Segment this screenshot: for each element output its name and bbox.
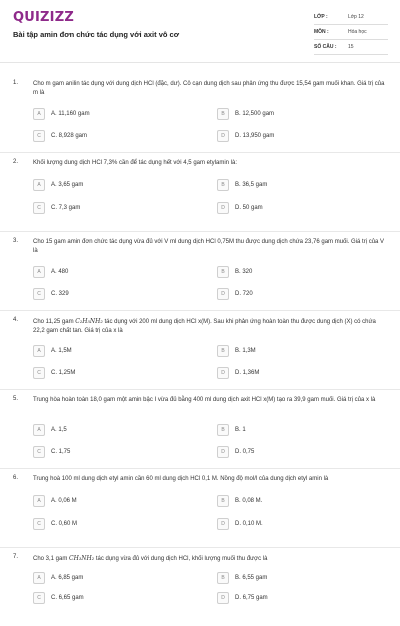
option-text: C. 0,60 M — [51, 520, 78, 527]
meta-key: SỐ CÂU : — [314, 44, 337, 50]
option-a[interactable] — [33, 422, 67, 437]
question-text: Trung hòa hoàn toàn 18,0 gam một amin bậc I vừa đủ bằng 400 ml dung dịch axit HCl x(M) tạo ra 39,9 gam muối. Giá trị của x là — [33, 397, 376, 403]
question-text — [33, 317, 388, 336]
option-text: A. 1,5 — [51, 426, 67, 433]
option-text: D. 0,75 — [235, 448, 255, 455]
option-a[interactable] — [33, 343, 72, 358]
option-a[interactable] — [33, 493, 77, 508]
question-item — [0, 469, 400, 548]
option-letter-box: C — [33, 518, 45, 530]
question-text-post: tác dụng vừa đủ với dung dịch HCl, khối lượng muối thu được là — [94, 556, 268, 562]
option-letter-box: A — [33, 108, 45, 120]
option-a[interactable] — [33, 106, 90, 121]
option-a[interactable] — [33, 570, 83, 585]
question-number: 2. — [13, 159, 19, 165]
worksheet-title: Bài tập amin đơn chức tác dụng với axit vô cơ — [13, 30, 180, 39]
question-number: 7. — [13, 554, 19, 560]
option-letter-box: D — [217, 518, 229, 530]
option-text: B. 1 — [235, 426, 246, 433]
option-letter-box: A — [33, 266, 45, 278]
question-number: 5. — [13, 396, 19, 402]
option-d[interactable] — [217, 444, 254, 459]
option-text: C. 1,25M — [51, 369, 76, 376]
option-letter-box: C — [33, 592, 45, 604]
option-letter-box: C — [33, 202, 45, 214]
meta-value: Lớp 12 — [348, 14, 364, 20]
question-text: Trung hoà 100 ml dung dịch etyl amin cần 60 ml dung dịch HCl 0,1 M. Nồng độ mol/l của dung dịch etyl amin là — [33, 476, 329, 482]
option-text: B. 0,08 M. — [235, 497, 263, 504]
option-a[interactable] — [33, 177, 83, 192]
question-number: 1. — [13, 80, 19, 86]
option-d[interactable] — [217, 590, 268, 605]
question-item — [0, 232, 400, 311]
option-c[interactable] — [33, 444, 70, 459]
option-b[interactable] — [217, 343, 256, 358]
meta-key: LỚP : — [314, 14, 328, 20]
option-text: B. 320 — [235, 268, 253, 275]
option-letter-box: C — [33, 446, 45, 458]
option-c[interactable] — [33, 286, 69, 301]
worksheet-header — [0, 0, 400, 63]
option-letter-box: B — [217, 345, 229, 357]
chemical-formula: CH₃NH₂ — [69, 555, 95, 562]
option-text: C. 329 — [51, 290, 69, 297]
meta-value: Hóa học — [348, 29, 367, 35]
option-letter-box: A — [33, 179, 45, 191]
option-b[interactable] — [217, 422, 246, 437]
option-text: A. 6,85 gam — [51, 574, 84, 581]
option-text: B. 6,55 gam — [235, 574, 268, 581]
option-letter-box: B — [217, 495, 229, 507]
option-letter-box: D — [217, 367, 229, 379]
question-item — [0, 548, 400, 626]
option-text: C. 7,3 gam — [51, 204, 81, 211]
option-letter-box: C — [33, 130, 45, 142]
chemical-formula: C₂H₅NH₂ — [75, 318, 103, 325]
option-c[interactable] — [33, 516, 77, 531]
option-d[interactable] — [217, 516, 263, 531]
option-c[interactable] — [33, 365, 75, 380]
option-text: A. 11,160 gam — [51, 110, 90, 117]
question-item — [0, 74, 400, 153]
option-letter-box: C — [33, 367, 45, 379]
option-c[interactable] — [33, 590, 84, 605]
option-d[interactable] — [217, 128, 274, 143]
meta-row-count — [314, 40, 388, 55]
worksheet-meta — [314, 10, 388, 55]
option-letter-box: D — [217, 288, 229, 300]
question-item — [0, 311, 400, 390]
option-text: D. 6,75 gam — [235, 594, 268, 601]
option-c[interactable] — [33, 200, 80, 215]
option-text: C. 1,75 — [51, 448, 71, 455]
option-letter-box: D — [217, 130, 229, 142]
option-letter-box: B — [217, 108, 229, 120]
meta-row-class — [314, 10, 388, 25]
option-text: C. 6,65 gam — [51, 594, 84, 601]
option-a[interactable] — [33, 264, 68, 279]
question-item — [0, 153, 400, 232]
option-letter-box: A — [33, 345, 45, 357]
option-text: B. 36,5 gam — [235, 181, 268, 188]
option-text: A. 0,06 M — [51, 497, 77, 504]
option-d[interactable] — [217, 200, 263, 215]
option-letter-box: D — [217, 446, 229, 458]
quizizz-logo: QUIZIZZ — [13, 10, 74, 25]
option-d[interactable] — [217, 365, 259, 380]
option-letter-box: A — [33, 424, 45, 436]
question-text: Khối lượng dung dịch HCl 7,3% cần để tác dụng hết với 4,5 gam etylamin là: — [33, 160, 237, 166]
question-text: Cho 15 gam amin đơn chức tác dụng vừa đủ với V ml dung dịch HCl 0,75M thu được dung dịch chứa 23,76 gam muối. Giá trị của V là — [33, 239, 385, 254]
option-b[interactable] — [217, 493, 262, 508]
option-letter-box: D — [217, 202, 229, 214]
question-list — [0, 74, 400, 626]
option-text: B. 1,3M — [235, 347, 256, 354]
question-number: 3. — [13, 238, 19, 244]
question-text-post: tác dụng với 200 ml dung dịch HCl x(M). Sau khi phản ứng hoàn toàn thu được dung dịch (X) có chứa 22,2 gam chất tan. Giá trị của x là — [33, 319, 376, 334]
option-text: C. 8,928 gam — [51, 132, 88, 139]
option-letter-box: B — [217, 572, 229, 584]
question-text — [33, 554, 388, 564]
option-b[interactable] — [217, 570, 267, 585]
meta-value: 15 — [348, 44, 354, 50]
option-letter-box: B — [217, 424, 229, 436]
option-letter-box: B — [217, 179, 229, 191]
question-item — [0, 390, 400, 469]
option-d[interactable] — [217, 286, 253, 301]
question-number: 4. — [13, 317, 19, 323]
option-text: D. 50 gam — [235, 204, 263, 211]
meta-row-subject — [314, 25, 388, 40]
meta-key: MÔN : — [314, 29, 329, 35]
option-text: A. 480 — [51, 268, 69, 275]
option-text: D. 720 — [235, 290, 253, 297]
option-letter-box: B — [217, 266, 229, 278]
option-letter-box: D — [217, 592, 229, 604]
option-letter-box: A — [33, 495, 45, 507]
question-text-pre: Cho 11,25 gam — [33, 319, 76, 325]
option-b[interactable] — [217, 106, 274, 121]
question-number: 6. — [13, 475, 19, 481]
option-text: D. 0,10 M. — [235, 520, 263, 527]
option-text: B. 12,500 gam — [235, 110, 275, 117]
option-text: A. 3,65 gam — [51, 181, 84, 188]
option-letter-box: C — [33, 288, 45, 300]
option-text: A. 1,5M — [51, 347, 72, 354]
question-text: Cho m gam anilin tác dụng với dung dịch HCl (đặc, dư). Cô cạn dung dịch sau phản ứng thu được 15,54 gam muối khan. Giá trị của m là — [33, 81, 385, 96]
option-b[interactable] — [217, 177, 267, 192]
option-c[interactable] — [33, 128, 87, 143]
option-text: D. 1,36M — [235, 369, 260, 376]
option-letter-box: A — [33, 572, 45, 584]
question-text-pre: Cho 3,1 gam — [33, 556, 70, 562]
option-text: D. 13,950 gam — [235, 132, 275, 139]
option-b[interactable] — [217, 264, 252, 279]
